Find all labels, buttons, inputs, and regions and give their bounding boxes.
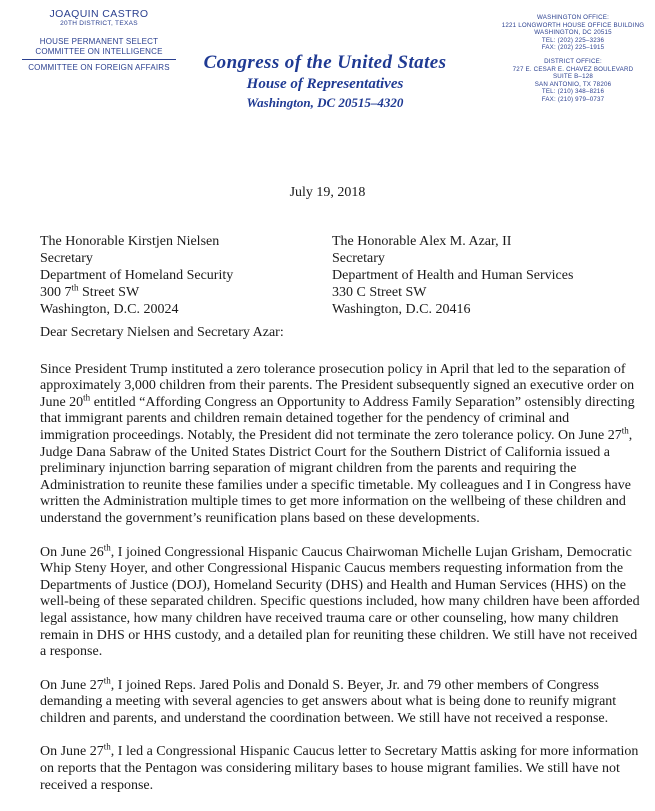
district-office-line: SUITE B–128	[552, 73, 594, 81]
washington-office-line: TEL: (202) 225–3236	[541, 36, 605, 44]
addressee-right	[332, 233, 573, 318]
washington-office-line: 1221 LONGWORTH HOUSE OFFICE BUILDING	[501, 21, 645, 29]
committee-line-2: COMMITTEE ON INTELLIGENCE	[35, 47, 163, 56]
addressee-line: The Honorable Alex M. Azar, II	[332, 234, 512, 249]
paragraph-2: On June 26th, I joined Congressional Hispanic Caucus Chairwoman Michelle Lujan Grisham, Democratic Whip Steny Hoyer, and other Congressional Hispanic Caucus members requesting information from the Departments of Justice (DOJ), Homeland Security (DHS) and Health and Human Services (HHS) on the well-being of these separated children. Specific questions included, how many children have been afforded legal assistance, how many children have received trauma care or other counseling, how many children remain in DHS or HHS custody, and a detailed plan for reuniting these children. We still have not received a response.	[40, 541, 640, 660]
member-district: 20TH DISTRICT, TEXAS	[60, 20, 138, 27]
letterhead-offices	[493, 14, 653, 104]
addressee-line: Department of Homeland Security	[40, 268, 234, 283]
addressee-line: Department of Health and Human Services	[332, 268, 574, 283]
washington-address: Washington, DC 20515–4320	[246, 95, 404, 110]
congress-title: Congress of the United States	[203, 52, 447, 73]
addressee-line: The Honorable Kirstjen Nielsen	[40, 234, 220, 249]
district-office-line: FAX: (210) 979–0737	[541, 95, 605, 103]
washington-office-heading: WASHINGTON OFFICE:	[536, 14, 609, 21]
addressee-line: 330 C Street SW	[332, 285, 427, 300]
addressee-street: 300 7th Street SW	[40, 282, 140, 300]
member-name: JOAQUIN CASTRO	[49, 8, 149, 20]
letter-body	[40, 325, 640, 811]
addressee-line: Washington, D.C. 20416	[332, 302, 471, 317]
letterhead-title	[160, 52, 490, 112]
committee-line-3: COMMITTEE ON FOREIGN AFFAIRS	[28, 63, 170, 72]
house-title: House of Representatives	[246, 76, 404, 92]
addressee-left	[40, 233, 233, 318]
committee-line-1: HOUSE PERMANENT SELECT	[39, 37, 159, 46]
washington-office-line: FAX: (202) 225–1915	[541, 44, 605, 52]
letterhead-member-block	[14, 8, 184, 73]
letter-date: July 19, 2018	[289, 185, 366, 200]
addressee-line: Washington, D.C. 20024	[40, 302, 179, 317]
committee-divider	[22, 59, 176, 60]
paragraph-1: Since President Trump instituted a zero tolerance prosecution policy in April that led to the separation of approximately 3,000 children from their parents. The President subsequently signed an executive order on June 20th entitled “Affording Congress an Opportunity to Address Family Separation” ostensibly directing that immigrant parents and children remain detained together for the pendency of criminal and immigration proceedings. Notably, the President did not terminate the zero tolerance policy. On June 27th, Judge Dana Sabraw of the United States District Court for the Southern District of California issued a preliminary injunction barring separation of migrant children from the parents and requiring the Administration to reunite these families under a specific timetable. My colleagues and I in Congress have written the Administration multiple times to get more information on the wellbeing of these children and understand the government’s reunification plans based on these developments.	[40, 361, 635, 526]
district-office-heading: DISTRICT OFFICE:	[544, 57, 602, 65]
district-office-line: TEL: (210) 348–8216	[541, 88, 605, 96]
washington-office-line: WASHINGTON, DC 20515	[534, 29, 612, 37]
salutation: Dear Secretary Nielsen and Secretary Azar:	[40, 325, 284, 340]
district-office-line: 727 E. CESAR E. CHAVEZ BOULEVARD	[512, 65, 634, 73]
district-office-line: SAN ANTONIO, TX 78206	[534, 80, 612, 88]
paragraph-4: On June 27th, I led a Congressional Hispanic Caucus letter to Secretary Mattis asking for more information on reports that the Pentagon was considering military bases to house migrant families. We still have not received a response.	[40, 741, 639, 793]
paragraph-3: On June 27th, I joined Reps. Jared Polis and Donald S. Beyer, Jr. and 79 other members of Congress demanding a meeting with several agencies to get answers about what is being done to reunify migrant children and parents, and understand the coordination between. We still have not received a response.	[40, 675, 617, 726]
addressee-line: Secretary	[40, 251, 93, 266]
addressee-line: Secretary	[332, 251, 385, 266]
